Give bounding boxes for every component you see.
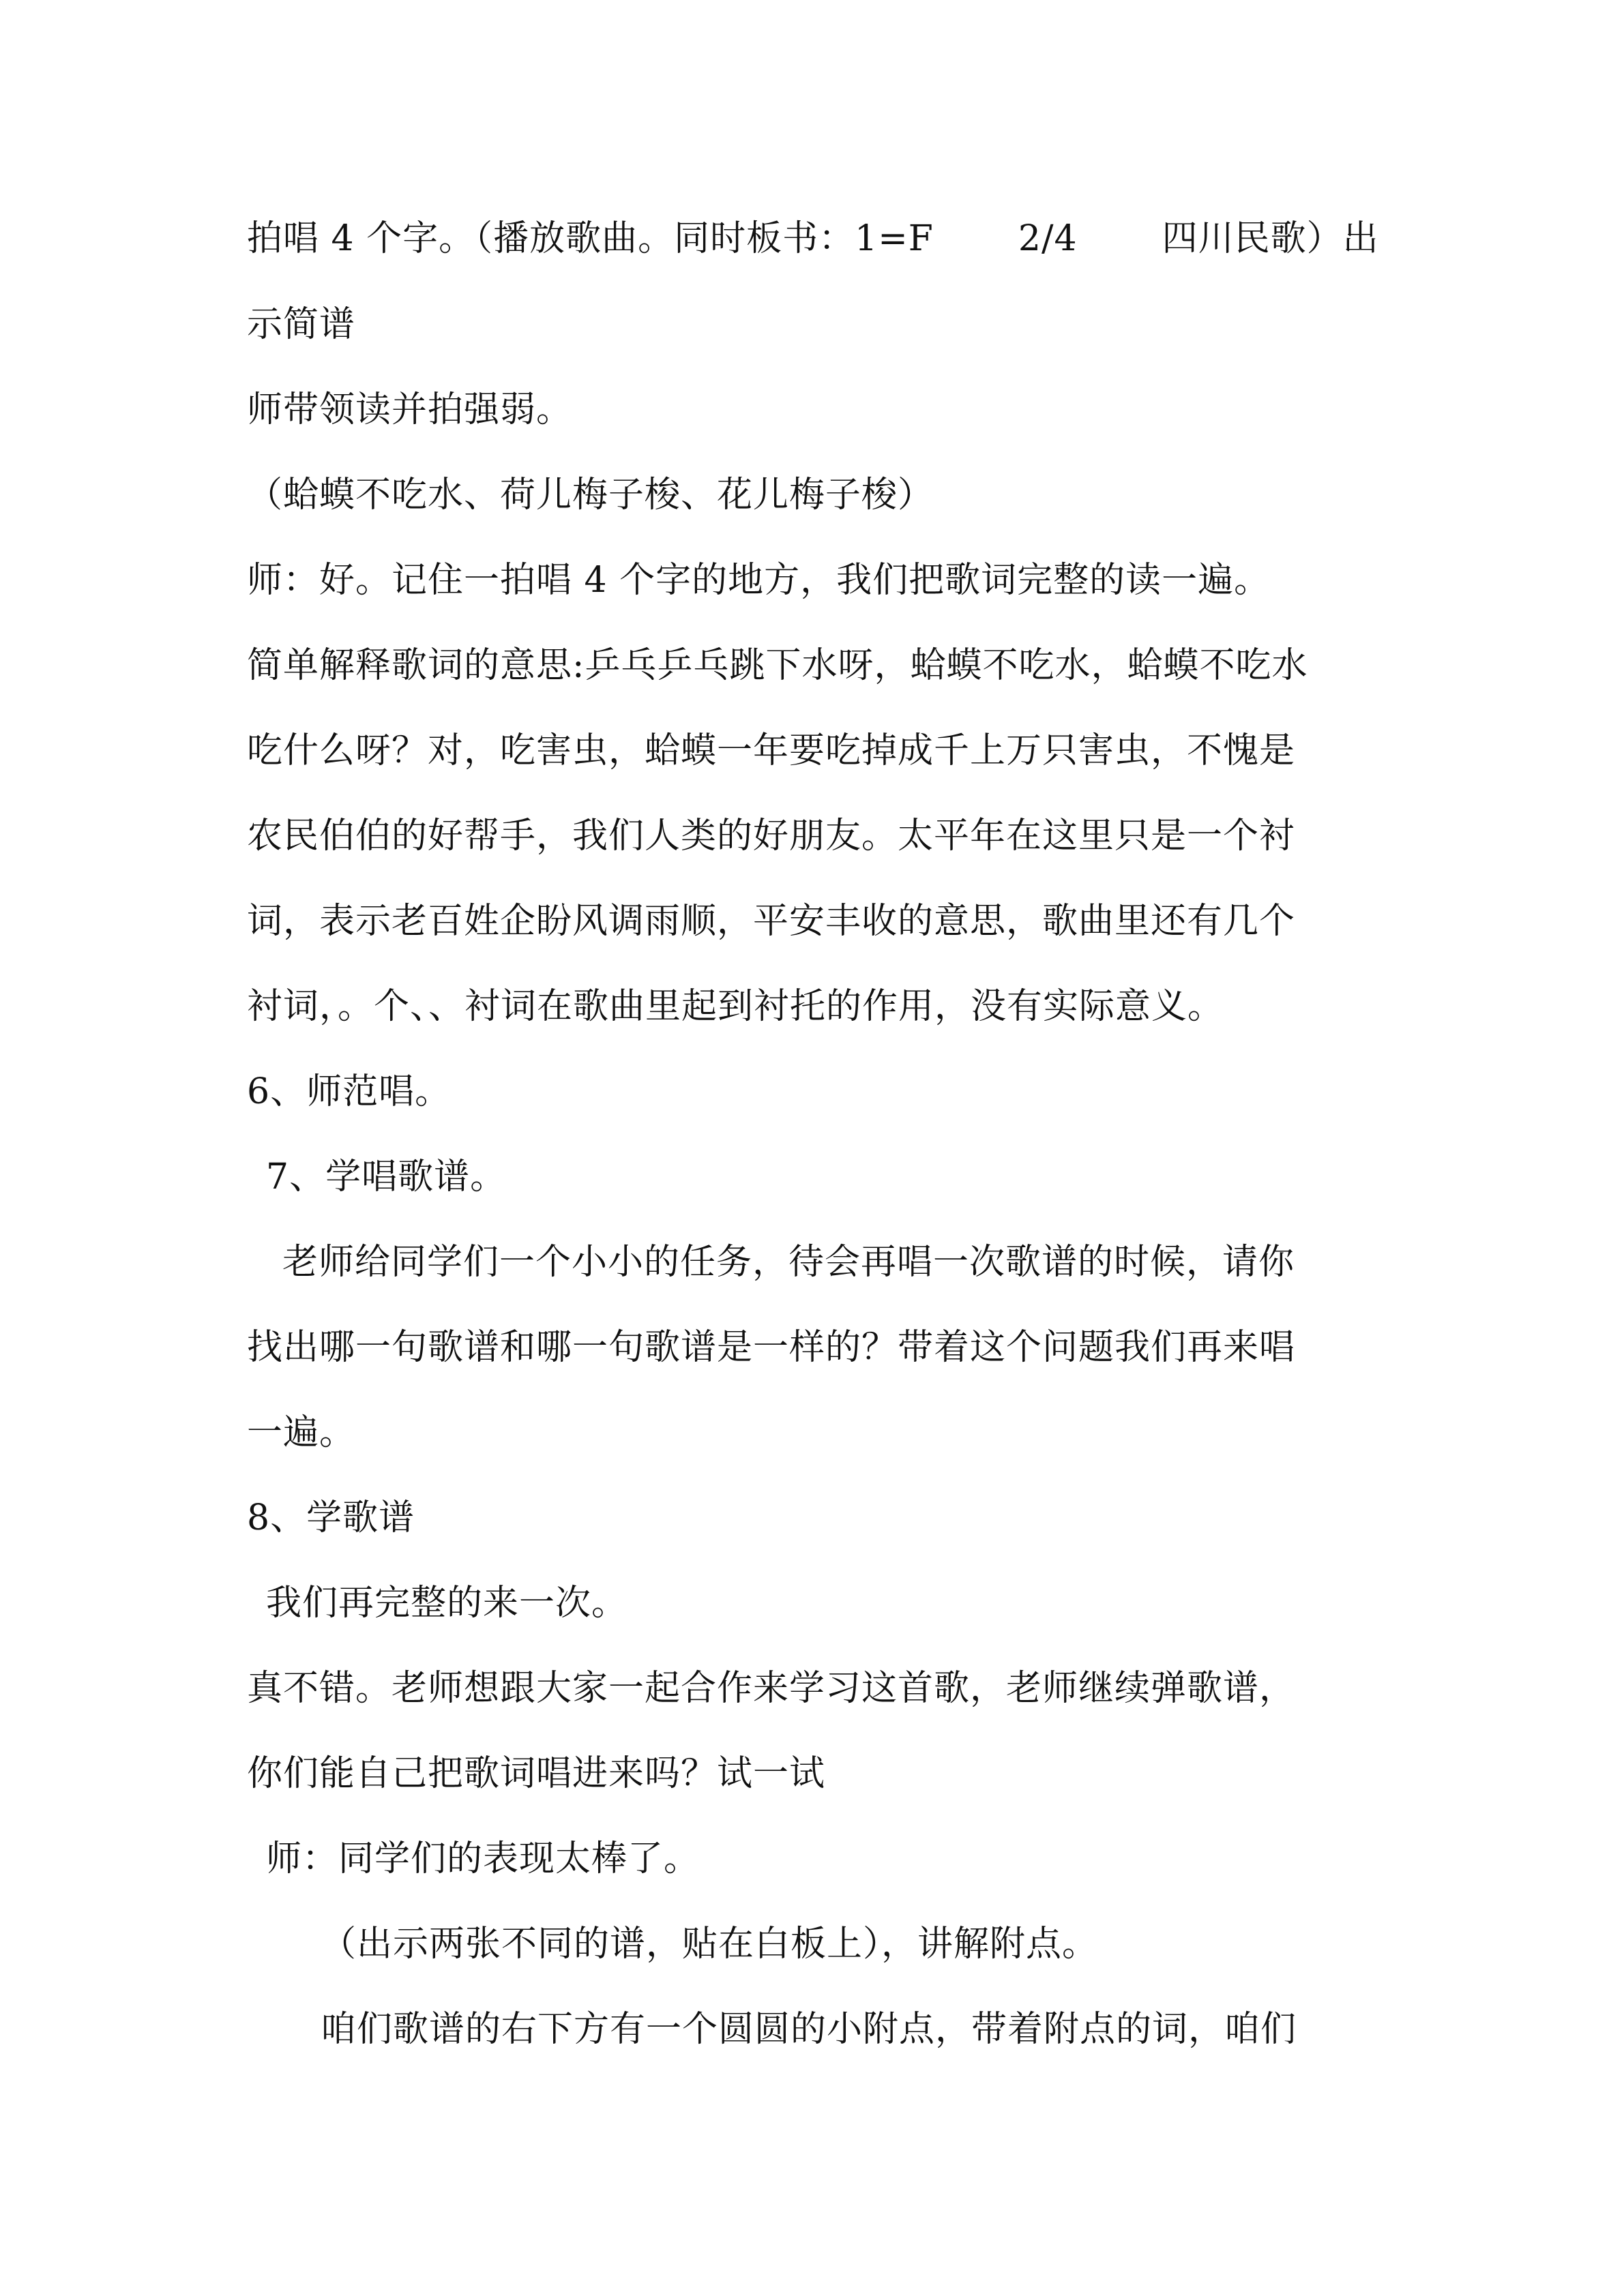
text-line-1-part-c: 四川民歌）出 <box>1162 218 1379 259</box>
text-line-2: 示简谱 <box>247 304 356 345</box>
text-line-13: 老师给同学们一个小小的任务，待会再唱一次歌谱的时候，请你 <box>282 1242 1295 1283</box>
text-line-9: 词，表示老百姓企盼风调雨顺，平安丰收的意思，歌曲里还有几个 <box>247 901 1296 942</box>
text-line-8: 农民伯伯的好帮手，我们人类的好朋友。太平年在这里只是一个衬 <box>247 816 1296 856</box>
text-line-19: 你们能自己把歌词唱进来吗？试一试 <box>247 1753 826 1794</box>
text-line-14: 找出哪一句歌谱和哪一句歌谱是一样的？带着这个问题我们再来唱 <box>247 1327 1296 1368</box>
text-line-12: 7、学唱歌谱。 <box>266 1157 507 1197</box>
text-line-10: 衬词，。个、、衬词在歌曲里起到衬托的作用，没有实际意义。 <box>247 986 1224 1027</box>
text-line-16: 8、学歌谱 <box>247 1497 415 1538</box>
text-line-7: 吃什么呀？对，吃害虫，蛤蟆一年要吃掉成千上万只害虫，不愧是 <box>247 730 1296 771</box>
text-line-22: 咱们歌谱的右下方有一个圆圆的小附点，带着附点的词，咱们 <box>321 2009 1297 2050</box>
text-line-20: 师：同学们的表现太棒了。 <box>266 1838 700 1879</box>
text-line-4: （蛤蟆不吃水、荷儿梅子梭、花儿梅子梭） <box>247 475 934 516</box>
text-line-11: 6、师范唱。 <box>247 1071 452 1112</box>
text-line-15: 一遍。 <box>247 1412 356 1453</box>
text-line-1-part-b: 2/4 <box>1018 218 1078 259</box>
text-line-3: 师带领读并拍强弱。 <box>247 389 573 430</box>
text-line-1 <box>247 214 1379 263</box>
text-line-18: 真不错。老师想跟大家一起合作来学习这首歌，老师继续弹歌谱， <box>247 1668 1296 1709</box>
text-line-17: 我们再完整的来一次。 <box>266 1583 628 1624</box>
text-line-21: （出示两张不同的谱，贴在白板上），讲解附点。 <box>321 1924 1099 1965</box>
text-line-6: 简单解释歌词的意思:乒乓乒乓跳下水呀，蛤蟆不吃水，蛤蟆不吃水 <box>247 645 1308 686</box>
text-line-1-part-a: 拍唱 4 个字。（播放歌曲。同时板书：1=F <box>247 218 934 259</box>
text-line-5: 师：好。记住一拍唱 4 个字的地方，我们把歌词完整的读一遍。 <box>247 560 1271 601</box>
